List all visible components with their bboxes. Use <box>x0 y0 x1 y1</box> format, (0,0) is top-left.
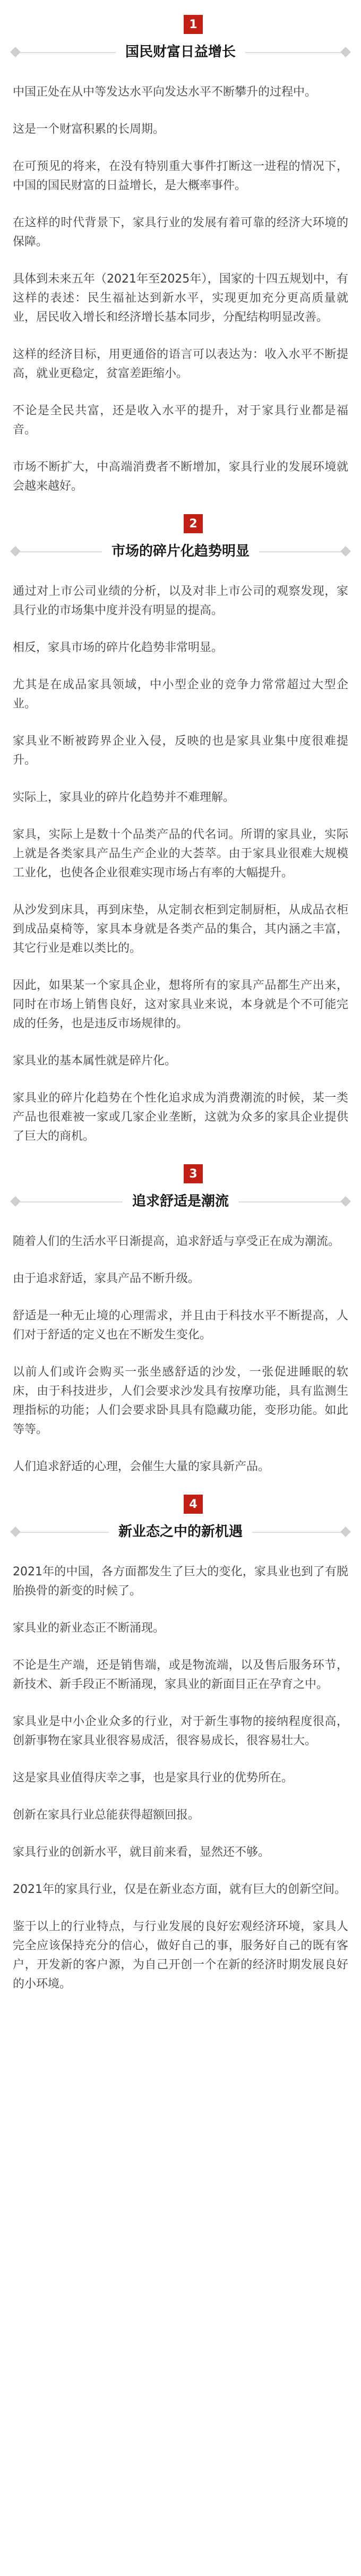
paragraph: 这样的经济目标，用更通俗的语言可以表达为：收入水平不断提高，就业更稳定，贫富差距缩小。 <box>13 348 348 380</box>
paragraph: 市场不断扩大，中高端消费者不断增加，家具行业的发展环境就会越来越好。 <box>13 460 348 493</box>
section-title: 国民财富日益增长 <box>116 40 245 64</box>
section-title: 新业态之中的新机遇 <box>109 1520 252 1543</box>
paragraph: 创新在家具行业总能获得超额回报。 <box>13 1809 200 1822</box>
paragraph: 家具，实际上是数十个品类产品的代名词。所谓的家具业，实际上就是各类家具产品生产企业的大荟萃。由于家具业很难大规模工业化，也使各企业很难实现市场占有率的大幅提升。 <box>13 828 348 880</box>
paragraph: 在这样的时代背景下，家具行业的发展有着可靠的经济大环境的保障。 <box>13 216 348 249</box>
paragraph: 从沙发到床具，再到床垫，从定制衣柜到定制厨柜，从成品衣柜到成品桌椅等，家具本身就是各类产品的集合，其内涵之丰富，其它行业是难以类比的。 <box>13 903 348 955</box>
section-heading <box>13 1495 348 1563</box>
paragraph: 以前人们或许会购买一张坐感舒适的沙发，一张促进睡眠的软床，由于科技进步，人们会要求沙发具有按摩功能，具有监测生理指标的功能；人们会要求卧具具有隐藏功能，变形功能。如此等等。 <box>13 1366 348 1436</box>
paragraph: 家具业的新业态正不断涌现。 <box>13 1622 165 1635</box>
paragraph: 2021年的中国，各方面都发生了巨大的变化，家具业也到了有脱胎换骨的新变的时候了。 <box>13 1565 348 1598</box>
paragraph: 家具行业的创新水平，就目前来看，显然还不够。 <box>13 1846 270 1859</box>
paragraph: 这是家具业值得庆幸之事，也是家具行业的优势所在。 <box>13 1771 294 1785</box>
paragraph: 家具业的碎片化趋势在个性化追求成为消费潮流的时候，某一类产品也很难被一家或几家企业垄断，这就为众多的家具企业提供了巨大的商机。 <box>13 1091 348 1143</box>
section-number-badge: 4 <box>184 1495 203 1514</box>
section-number-badge: 1 <box>184 15 203 34</box>
section-heading <box>13 15 348 83</box>
section-heading <box>13 1164 348 1232</box>
paragraph: 这是一个财富积累的长周期。 <box>13 123 165 136</box>
section-title: 追求舒适是潮流 <box>123 1190 238 1213</box>
section-number-badge: 3 <box>184 1164 203 1183</box>
paragraph: 人们追求舒适的心理，会催生大量的家具新产品。 <box>13 1460 270 1473</box>
section-1 <box>13 15 348 496</box>
section-3 <box>13 1164 348 1477</box>
paragraph: 中国正处在从中等发达水平向发达水平不断攀升的过程中。 <box>13 86 317 99</box>
paragraph: 实际上，家具业的碎片化趋势并不难理解。 <box>13 791 235 804</box>
paragraph: 通过对上市公司业绩的分析，以及对非上市公司的观察发现，家具行业的市场集中度并没有明显的提高。 <box>13 585 348 617</box>
divider-diamond-right <box>340 1526 351 1537</box>
section-number-badge: 2 <box>184 514 203 533</box>
section-4 <box>13 1495 348 1994</box>
paragraph: 舒适是一种无止境的心理需求，并且由于科技水平不断提高，人们对于舒适的定义也在不断发生变化。 <box>13 1309 348 1342</box>
divider-diamond-right <box>340 47 351 57</box>
paragraph: 不论是生产端，还是销售端，或是物流端，以及售后服务环节，新技术、新手段正不断涌现，家具业的新面目正在孕育之中。 <box>13 1659 348 1691</box>
paragraph: 鉴于以上的行业特点，与行业发展的良好宏观经济环境，家具人完全应该保持充分的信心，做好自己的事，服务好自己的既有客户，开发新的客户源，为自己开创一个在新的经济时期发展良好的小环境。 <box>13 1920 348 1991</box>
divider-diamond-left <box>10 47 21 57</box>
paragraph: 在可预见的将来，在没有特别重大事件打断这一进程的情况下，中国的国民财富的日益增长，是大概率事件。 <box>13 160 348 192</box>
paragraph: 不论是全民共富，还是收入水平的提升，对于家具行业都是福音。 <box>13 404 348 437</box>
paragraph: 2021年的家具行业，仅是在新业态方面，就有巨大的创新空间。 <box>13 1883 346 1896</box>
divider-diamond-left <box>10 546 21 557</box>
divider-diamond-right <box>340 1196 351 1207</box>
section-2 <box>13 514 348 1146</box>
paragraph: 家具业的基本属性就是碎片化。 <box>13 1054 177 1068</box>
paragraph: 家具业不断被跨界企业入侵，反映的也是家具业集中度很难提升。 <box>13 735 348 767</box>
divider-diamond-left <box>10 1526 21 1537</box>
paragraph: 具体到未来五年（2021年至2025年），国家的十四五规划中，有这样的表述：民生福祉达到新水平，实现更加充分更高质量就业，居民收入增长和经济增长基本同步，分配结构明显改善。 <box>13 272 348 324</box>
divider-diamond-left <box>10 1196 21 1207</box>
section-title: 市场的碎片化趋势明显 <box>102 540 259 563</box>
paragraph: 由于追求舒适，家具产品不断升级。 <box>13 1272 200 1285</box>
section-heading <box>13 514 348 582</box>
paragraph: 尤其是在成品家具领域，中小型企业的竞争力常常超过大型企业。 <box>13 678 348 711</box>
paragraph: 家具业是中小企业众多的行业，对于新生事物的接纳程度很高，创新事物在家具业很容易成活，很容易成长，很容易壮大。 <box>13 1715 348 1747</box>
paragraph: 随着人们的生活水平日渐提高，追求舒适与享受正在成为潮流。 <box>13 1235 340 1248</box>
paragraph: 因此，如果某一个家具企业，想将所有的家具产品都生产出来，同时在市场上销售良好，这对家具业来说，本身就是个不可能完成的任务，也是违反市场规律的。 <box>13 979 348 1030</box>
divider-diamond-right <box>340 546 351 557</box>
paragraph: 相反，家具市场的碎片化趋势非常明显。 <box>13 641 224 654</box>
